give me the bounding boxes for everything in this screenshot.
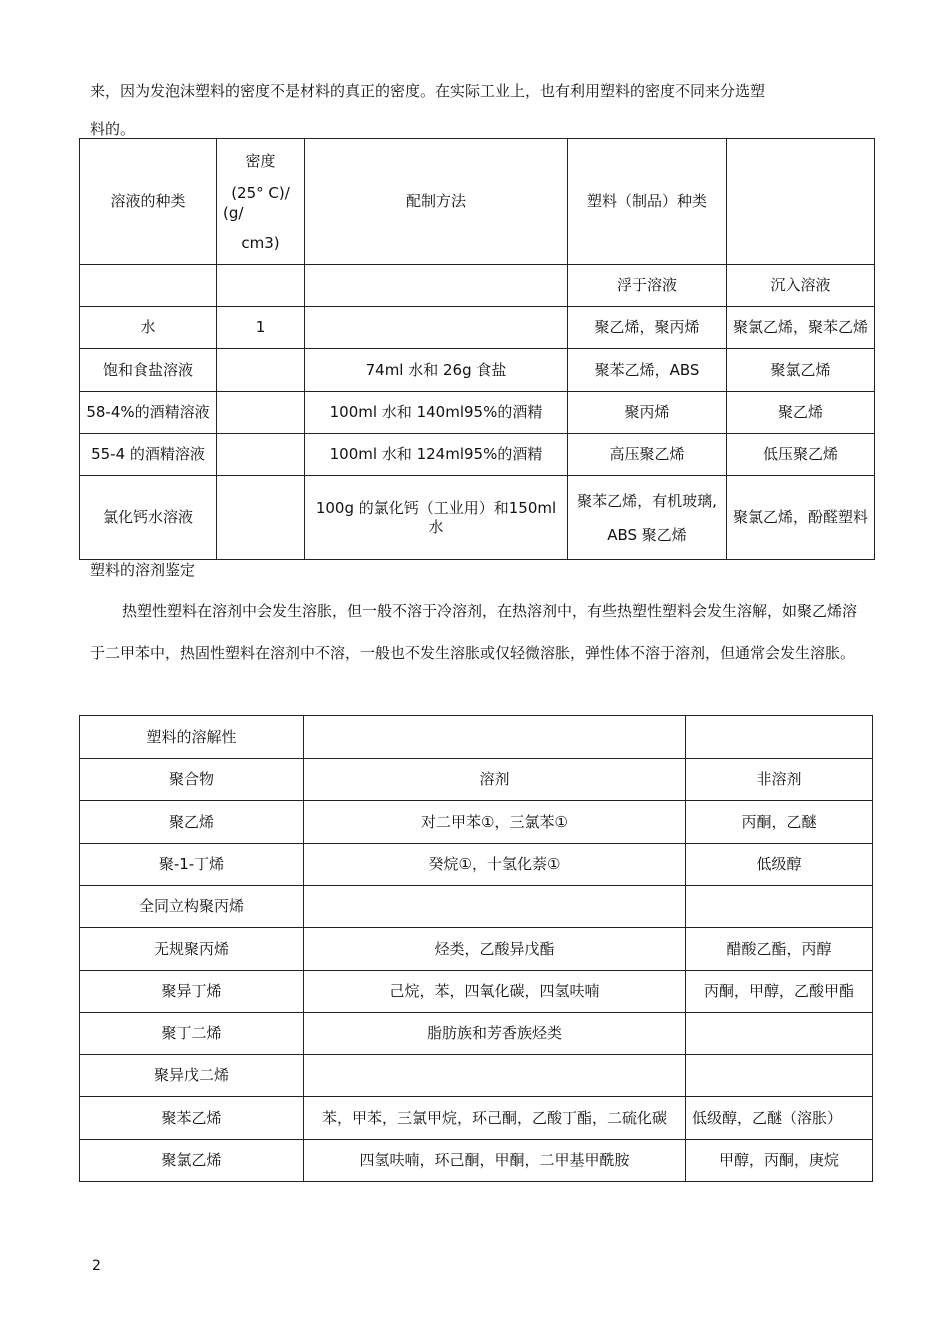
table-row: 水 1 聚乙烯，聚丙烯 聚氯乙烯，聚苯乙烯 <box>80 307 875 349</box>
intro-paragraph <box>90 72 870 148</box>
solubility-table <box>79 715 873 1182</box>
solubility-header-row: 聚合物 溶剂 非溶剂 <box>80 759 873 801</box>
table-row: 58-4%的酒精溶液 100ml 水和 140ml95%的酒精 聚丙烯 聚乙烯 <box>80 392 875 434</box>
subheader-sink: 沉入溶液 <box>727 265 875 307</box>
intro-line-1: 来，因为发泡沫塑料的密度不是材料的真正的密度。在实际工业上，也有利用塑料的密度不同来分选塑 <box>90 82 766 100</box>
table-row: 聚-1-丁烯 癸烷①，十氢化萘① 低级醇 <box>80 844 873 886</box>
section-title: 塑料的溶剂鉴定 <box>90 561 196 579</box>
density-subheader-row <box>80 265 875 307</box>
header-solution-type: 溶液的种类 <box>80 139 217 265</box>
table-row: 全同立构聚丙烯 <box>80 886 873 928</box>
table-row: 氯化钙水溶液 100g 的氯化钙（工业用）和150ml 水 聚苯乙烯，有机玻璃, ABS 聚乙烯 聚氯乙烯，酚醛塑料 <box>80 476 875 560</box>
density-table <box>79 138 875 560</box>
solubility-title-row <box>80 716 873 759</box>
header-density: 密度 (25° C)/ (g/ cm3) <box>217 139 305 265</box>
table-row: 聚异戊二烯 <box>80 1055 873 1097</box>
table-row: 聚氯乙烯 四氢呋喃，环己酮，甲酮，二甲基甲酰胺 甲醇，丙酮，庚烷 <box>80 1140 873 1182</box>
header-plastic-type: 塑料（制品）种类 <box>568 139 727 265</box>
table-row: 饱和食盐溶液 74ml 水和 26g 食盐 聚苯乙烯，ABS 聚氯乙烯 <box>80 349 875 392</box>
subheader-float: 浮于溶液 <box>568 265 727 307</box>
solvent-paragraph: 热塑性塑料在溶剂中会发生溶胀，但一般不溶于冷溶剂，在热溶剂中，有些热塑性塑料会发生溶解，如聚乙烯溶于二甲苯中，热固性塑料在溶剂中不溶，一般也不发生溶胀或仅轻微溶胀，弹性体不溶于溶剂，但通常会发生溶胀。 <box>90 602 858 662</box>
table-row: 聚异丁烯 己烷，苯，四氧化碳，四氢呋喃 丙酮，甲醇，乙酸甲酯 <box>80 971 873 1013</box>
solubility-title: 塑料的溶解性 <box>80 716 304 759</box>
table-row: 55-4 的酒精溶液 100ml 水和 124ml95%的酒精 高压聚乙烯 低压聚乙烯 <box>80 434 875 476</box>
table-row: 无规聚丙烯 烃类，乙酸异戊酯 醋酸乙酯，丙醇 <box>80 928 873 971</box>
intro-line-2: 料的。 <box>90 120 136 138</box>
table-row: 聚乙烯 对二甲苯①，三氯苯① 丙酮，乙醚 <box>80 801 873 844</box>
header-method: 配制方法 <box>305 139 568 265</box>
table-row: 聚丁二烯 脂肪族和芳香族烃类 <box>80 1013 873 1055</box>
table-row: 聚苯乙烯 苯，甲苯，三氯甲烷，环己酮，乙酸丁酯，二硫化碳 低级醇，乙醚（溶胀） <box>80 1097 873 1140</box>
page-number: 2 <box>92 1258 101 1274</box>
density-header-row <box>80 139 875 265</box>
header-empty <box>727 139 875 265</box>
